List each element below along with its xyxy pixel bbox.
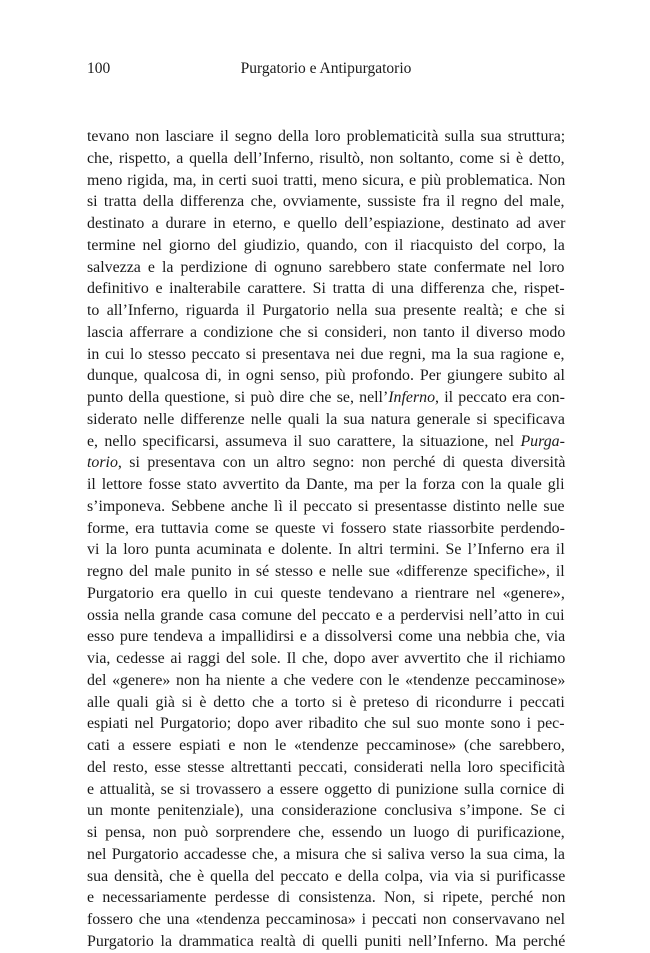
text-segment: il lettore fosse stato avvertito da Dante, ma per la forza con la quale gli <box>87 476 565 493</box>
text-segment: punto della questione, si può dire che se, nell’ <box>87 389 389 406</box>
text-line <box>87 583 565 605</box>
text-line <box>87 257 565 279</box>
body-text <box>87 126 565 953</box>
text-segment: in cui lo stesso peccato si presentava nei due regni, ma la sua ragione e, <box>87 345 565 363</box>
text-segment: destinato a durare in eterno, e quello dell’espiazione, destinato ad aver <box>87 215 566 232</box>
text-segment: via, cedesse ai raggi del sole. Il che, dopo aver avvertito che il richiamo <box>87 650 566 667</box>
text-segment: espiati nel Purgatorio; dopo aver ribadito che sul suo monte sono i pec- <box>87 715 565 733</box>
text-line <box>87 235 565 257</box>
text-line <box>87 300 565 322</box>
text-segment: nel Purgatorio accadesse che, a misura che si saliva verso la sua cima, la <box>87 845 565 863</box>
text-segment: che, rispetto, a quella dell’Inferno, risultò, non soltanto, come si è detto, <box>87 149 565 167</box>
text-segment: del «genere» non ha niente a che vedere con le «tendenze peccaminose» <box>87 671 566 689</box>
text-segment: salvezza e la perdizione di ognuno sarebbero state confermate nel loro <box>87 258 565 276</box>
text-segment: Purgatorio la drammatica realtà di quelli puniti nell’Inferno. Ma perché <box>87 932 566 950</box>
text-line <box>87 844 565 866</box>
text-line <box>87 431 565 453</box>
text-segment: vi la loro punta acuminata e dolente. In altri termini. Se l’Inferno era il <box>87 541 565 559</box>
text-segment: siderato nelle differenze nelle quali la sua natura generale si specificava <box>87 410 565 428</box>
text-segment: forme, era tuttavia come se queste vi fossero state riassorbite perdendo- <box>87 519 565 537</box>
text-segment: definitivo e inalterabile carattere. Si tratta di una differenza che, rispet- <box>87 280 565 298</box>
page-header <box>87 60 565 84</box>
text-line <box>87 496 565 518</box>
text-line <box>87 909 565 931</box>
text-segment: del resto, esse stesse altrettanti peccati, considerati nella loro specificità <box>87 758 565 776</box>
text-line <box>87 474 565 496</box>
text-segment: e necessariamente perdesse di consistenza. Non, si ripete, perché non <box>87 889 566 907</box>
italic-text: Inferno <box>388 389 436 406</box>
text-line <box>87 561 565 583</box>
text-line <box>87 191 565 213</box>
text-line <box>87 648 565 670</box>
text-line <box>87 605 565 627</box>
text-segment: alle quali già si è detto che a torto si è preteso di ricondurre i peccati <box>87 693 565 711</box>
text-line <box>87 779 565 801</box>
text-segment: regno del male punito in sé stesso e nelle sue «differenze specifiche», il <box>87 563 565 580</box>
text-line <box>87 822 565 844</box>
text-line <box>87 800 565 822</box>
text-line <box>87 278 565 300</box>
text-line <box>87 213 565 235</box>
page-number: 100 <box>87 60 111 77</box>
text-segment: e, nello specificarsi, assumeva il suo carattere, la situazione, nel <box>87 432 521 450</box>
text-segment: tevano non lasciare il segno della loro problematicità sulla sua struttura; <box>87 128 566 145</box>
text-segment: meno rigida, ma, in certi suoi tratti, meno sicura, e più problematica. Non <box>87 171 566 189</box>
text-segment: , si presentava con un altro segno: non perché di questa diversità <box>117 454 566 472</box>
text-line <box>87 670 565 692</box>
text-segment: termine nel giorno del giudizio, quando, con il riacquisto del corpo, la <box>87 236 565 254</box>
running-title: Purgatorio e Antipurgatorio <box>240 60 412 77</box>
text-line <box>87 539 565 561</box>
text-segment: esso pure tendeva a impallidirsi e a dissolversi come una nebbia che, via <box>87 628 566 646</box>
text-line <box>87 170 565 192</box>
text-segment: si tratta della differenza che, ovviamente, sussiste fra il regno del male, <box>87 193 565 211</box>
text-segment: dunque, qualcosa di, in ogni senso, più profondo. Per giungere subito al <box>87 367 565 385</box>
text-line <box>87 692 565 714</box>
text-segment: ossia nella grande casa comune del peccato e a perdervisi nell’atto in cui <box>87 606 565 624</box>
text-segment: sua densità, che è quella del peccato e della colpa, via via si purificasse <box>87 867 566 885</box>
italic-text: Purga- <box>520 432 565 450</box>
text-segment: e attualità, se si trovassero a essere oggetto di punizione sulla cornice di <box>87 780 565 798</box>
text-line <box>87 713 565 735</box>
text-segment: , il peccato era con- <box>435 389 565 406</box>
text-line <box>87 322 565 344</box>
text-line <box>87 409 565 431</box>
text-segment: s’imponeva. Sebbene anche lì il peccato si presentasse distinto nelle sue <box>87 497 565 515</box>
text-line <box>87 887 565 909</box>
italic-text: torio <box>87 454 118 472</box>
text-line <box>87 365 565 387</box>
text-segment: Purgatorio era quello in cui queste tendevano a rientrare nel «genere», <box>87 584 565 602</box>
text-line <box>87 344 565 366</box>
text-line <box>87 518 565 540</box>
text-line <box>87 757 565 779</box>
text-line <box>87 387 565 409</box>
text-segment: un monte penitenziale), una considerazione conclusiva s’impone. Se ci <box>87 802 566 820</box>
text-line <box>87 452 565 474</box>
text-segment: lascia afferrare a condizione che si consideri, non tanto il diverso modo <box>87 323 566 341</box>
text-segment: to all’Inferno, riguarda il Purgatorio nella sua presente realtà; e che si <box>87 302 565 319</box>
text-line <box>87 735 565 757</box>
text-line <box>87 148 565 170</box>
text-line <box>87 626 565 648</box>
text-line <box>87 931 565 953</box>
text-line <box>87 866 565 888</box>
text-line <box>87 126 565 148</box>
text-segment: si pensa, non può sorprendere che, essendo un luogo di purificazione, <box>87 824 565 841</box>
text-segment: fossero che una «tendenza peccaminosa» i peccati non conservavano nel <box>87 911 566 928</box>
text-segment: cati a essere espiati e non le «tendenze peccaminose» (che sarebbero, <box>87 737 565 754</box>
